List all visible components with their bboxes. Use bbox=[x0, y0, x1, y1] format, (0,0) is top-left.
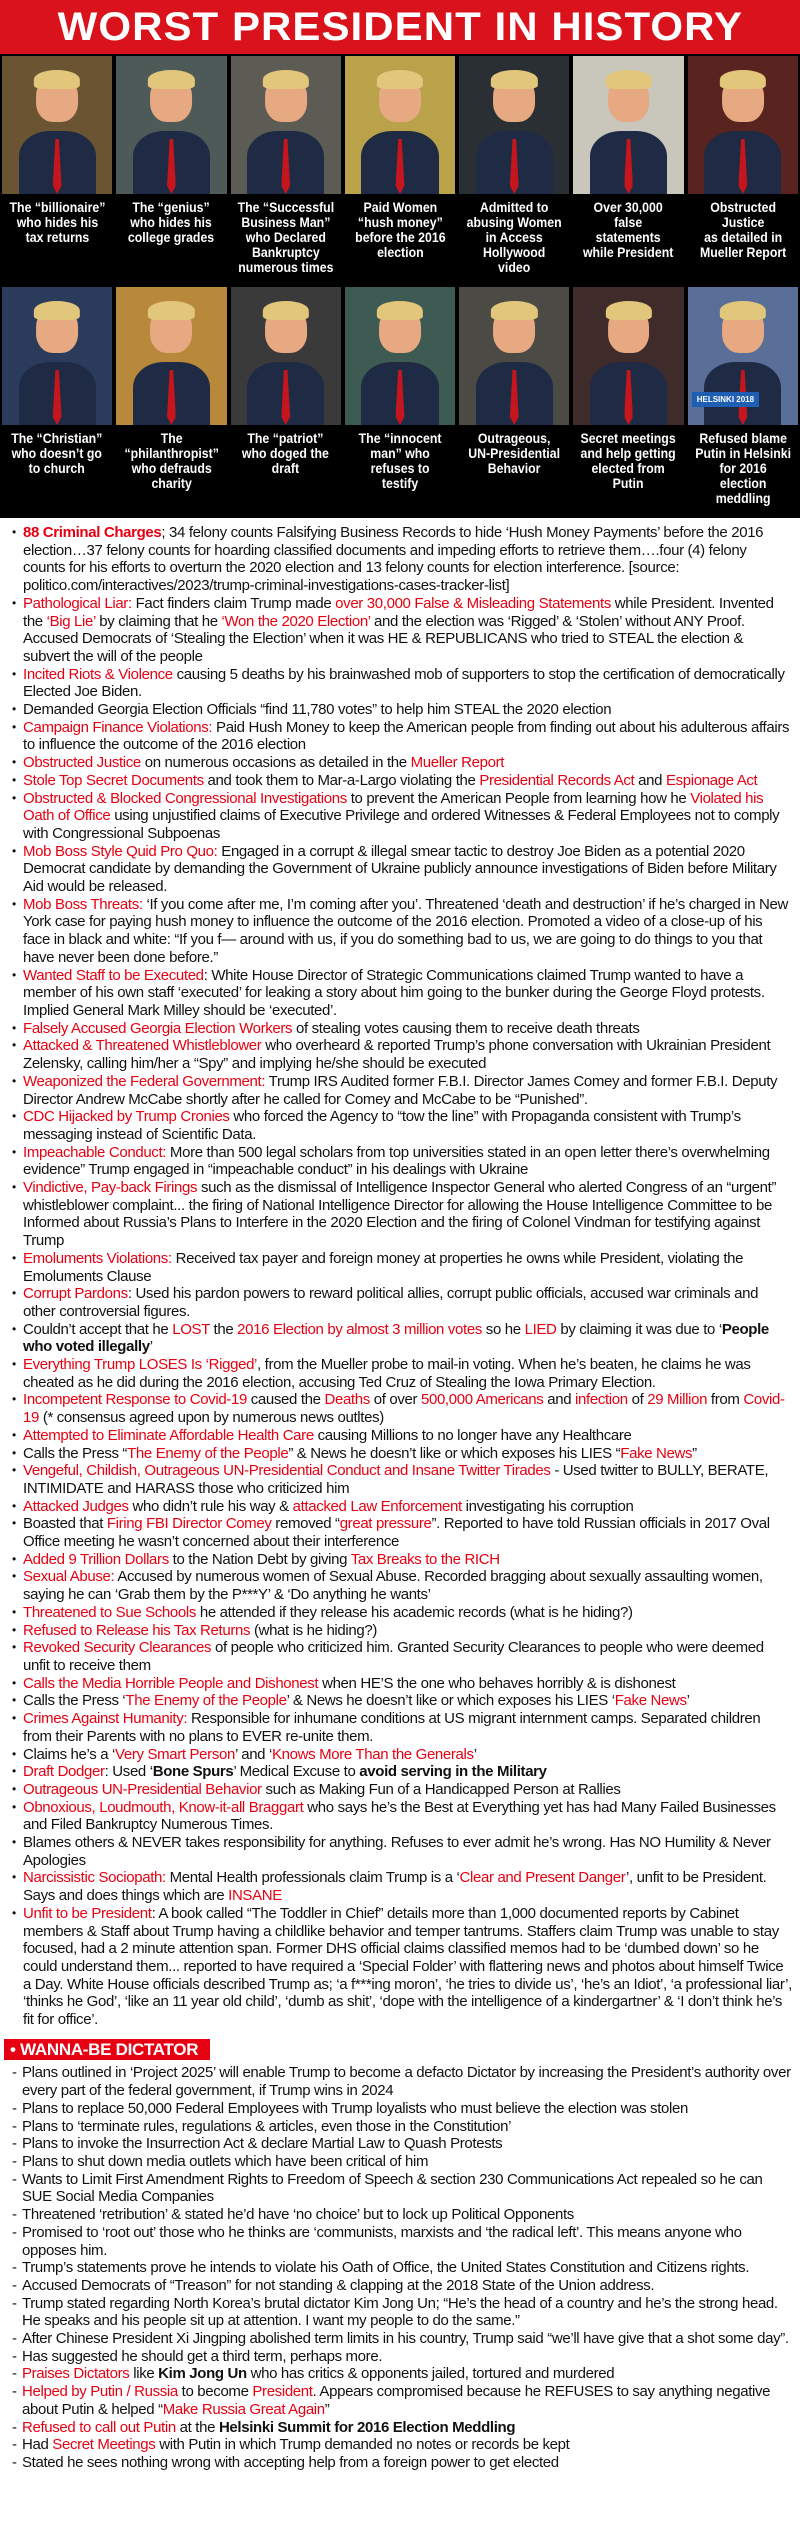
body-text: Trump stated regarding North Korea’s brutal dictator Kim Jong Un; “He’s the head of a country and he’s the strong head. He speaks and his people sit up at attention. I want my people to do the same.” bbox=[22, 2294, 778, 2330]
list-item bbox=[10, 1427, 792, 1445]
bold-text: Bone Spurs bbox=[152, 1763, 234, 1781]
highlight-text: Obnoxious, Loudmouth, Know-it-all Braggart bbox=[23, 1798, 304, 1816]
photo-badge: HELSINKI 2018 bbox=[692, 392, 759, 407]
highlight-text: Incited Riots & Violence bbox=[23, 665, 173, 683]
body-text: - Used twitter to BULLY, BERATE, INTIMIDATE and HARASS those who criticized him bbox=[23, 1462, 769, 1497]
list-item bbox=[10, 1179, 792, 1250]
list-item bbox=[10, 1073, 792, 1108]
body-text: Plans to invoke the Insurrection Act & declare Martial Law to Quash Protests bbox=[22, 2135, 503, 2153]
highlight-text: The Enemy of the People bbox=[127, 1444, 289, 1462]
body-text: Claims he’s a ‘ bbox=[23, 1745, 116, 1763]
arms-crossed-portrait-image bbox=[688, 56, 798, 194]
putin-and-trump-image bbox=[573, 287, 683, 425]
photo-caption: The “billionaire” who hides his tax returns bbox=[9, 199, 106, 245]
highlight-text: ‘Won the 2020 Election’ bbox=[221, 612, 371, 630]
body-text: on numerous occasions as detailed in the bbox=[140, 754, 411, 772]
highlight-text: Mob Boss Threats: bbox=[23, 895, 143, 913]
list-item bbox=[10, 1639, 792, 1674]
helsinki-summit-image bbox=[688, 287, 798, 425]
highlight-text: Emoluments Violations: bbox=[23, 1249, 172, 1267]
list-item bbox=[10, 1568, 792, 1603]
frowning-portrait-image bbox=[573, 56, 683, 194]
body-text: (what is he hiding?) bbox=[250, 1621, 378, 1639]
photo-card bbox=[573, 287, 683, 506]
photo-caption: Admitted to abusing Women in Access Hollywood video bbox=[466, 199, 562, 275]
body-text: who overheard & reported Trump’s phone conversation with Ukrainian President Zelensky, calling him/her a “Spy” and implying he/she should be executed bbox=[23, 1037, 771, 1073]
highlight-text: 2016 Election by almost 3 million votes bbox=[237, 1320, 482, 1338]
highlight-text: Very Smart Person bbox=[115, 1745, 235, 1763]
highlight-text: Unfit to be President bbox=[23, 1904, 152, 1922]
list-item bbox=[10, 967, 792, 1020]
body-text: Had bbox=[22, 2436, 53, 2454]
photo-caption: The “philanthropist” who defrauds charity bbox=[124, 430, 219, 491]
body-text: ’ bbox=[149, 1338, 153, 1356]
highlight-text: Tax Breaks to the RICH bbox=[350, 1550, 500, 1568]
highlight-text: President bbox=[252, 2383, 313, 2401]
arms-crossed-oval-office-image bbox=[345, 287, 455, 425]
list-item bbox=[10, 2454, 792, 2472]
photo-card bbox=[459, 287, 569, 506]
body-text: and took them to Mar-a-Largo violating the bbox=[203, 771, 480, 789]
list-item bbox=[10, 2171, 792, 2206]
list-item bbox=[10, 1869, 792, 1904]
bullet-list bbox=[10, 524, 792, 2029]
highlight-text: 29 Million bbox=[647, 1391, 708, 1409]
body-text: while President. Invented the bbox=[23, 594, 774, 630]
list-item bbox=[10, 1622, 792, 1640]
body-text: causing Millions to no longer have any Healthcare bbox=[313, 1426, 632, 1444]
highlight-text: Refused to Release his Tax Returns bbox=[23, 1621, 251, 1639]
body-text: from bbox=[707, 1391, 744, 1409]
body-text: Calls the Press ‘ bbox=[23, 1692, 126, 1710]
highlight-text: Clear and Present Danger bbox=[459, 1869, 626, 1887]
body-text: to become bbox=[177, 2383, 253, 2401]
highlight-text: 88 Criminal Charges bbox=[23, 524, 162, 541]
body-text: he attended if they release his academic records (what is he hiding?) bbox=[196, 1603, 633, 1621]
photo-caption: Obstructed Justice as detailed in Mueller Report bbox=[699, 199, 786, 260]
highlight-text: Vindictive, Pay-back Firings bbox=[23, 1179, 198, 1197]
list-item bbox=[10, 2383, 792, 2418]
list-item bbox=[10, 2064, 792, 2099]
framed-painting-image bbox=[116, 287, 226, 425]
list-item bbox=[10, 719, 792, 754]
body-text: Threatened ‘retribution’ & stated he’d have ‘no choice’ but to lock up Political Opponents bbox=[22, 2206, 574, 2224]
photo-card bbox=[2, 56, 112, 275]
body-text: using unjustified claims of Executive Privilege and ordered Witnesses & Federal Employees not to comply with Congressional Subpoenas bbox=[23, 807, 780, 842]
figure-hair bbox=[491, 301, 537, 320]
highlight-text: Knows More Than the Generals bbox=[271, 1745, 474, 1763]
highlight-text: Secret Meetings bbox=[52, 2436, 156, 2454]
body-text: Plans to shut down media outlets which have been critical of him bbox=[22, 2152, 429, 2170]
list-item bbox=[10, 595, 792, 666]
highlight-text: Obstructed Justice bbox=[23, 754, 141, 772]
photo-caption: The “genius” who hides his college grades bbox=[128, 199, 215, 245]
figure-hair bbox=[605, 301, 651, 320]
highlight-text: ‘Big Lie’ bbox=[46, 612, 96, 630]
body-text: . Appears compromised because he REFUSES to say anything negative about Putin & helped “ bbox=[22, 2383, 771, 2418]
page-title: WORST PRESIDENT IN HISTORY bbox=[57, 4, 743, 49]
list-item bbox=[10, 1781, 792, 1799]
bus-exit-photo-image bbox=[459, 56, 569, 194]
highlight-text: Sexual Abuse: bbox=[23, 1568, 115, 1586]
highlight-text: Revoked Security Clearances bbox=[23, 1639, 212, 1657]
body-text: Has suggested he should get a third term, perhaps more. bbox=[22, 2347, 383, 2365]
list-item bbox=[10, 524, 792, 595]
highlight-text: Helped by Putin / Russia bbox=[22, 2383, 178, 2401]
highlight-text: Refused to call out Putin bbox=[22, 2418, 176, 2436]
list-item bbox=[10, 1763, 792, 1781]
body-text: and the election was ‘Rigged’ & ‘Stolen’ without ANY Proof. Accused Democrats of ‘Stealing the Election’ when it was HE & REPUBLICANS who tried to STEAL the election & subvert the will of the people bbox=[23, 612, 745, 665]
body-text: who has critics & opponents jailed, tortured and murdered bbox=[246, 2365, 615, 2383]
highlight-text: Weaponized the Federal Government: bbox=[23, 1072, 266, 1090]
photo-card bbox=[345, 287, 455, 506]
highlight-text: Stole Top Secret Documents bbox=[23, 771, 204, 789]
body-text: with Putin in which Trump demanded no notes or records be kept bbox=[155, 2436, 570, 2454]
highlight-text: Corrupt Pardons bbox=[23, 1285, 128, 1303]
photo-card bbox=[459, 56, 569, 275]
list-item bbox=[10, 2419, 792, 2437]
list-item bbox=[10, 1020, 792, 1038]
title-banner bbox=[0, 0, 800, 54]
list-item bbox=[10, 1675, 792, 1693]
body-text: ’ bbox=[686, 1692, 690, 1710]
list-item bbox=[10, 2135, 792, 2153]
list-item bbox=[10, 1445, 792, 1463]
highlight-text: Fake News bbox=[614, 1692, 687, 1710]
highlight-text: LIED bbox=[524, 1320, 557, 1338]
highlight-text: attacked Law Enforcement bbox=[292, 1497, 462, 1515]
photo-card bbox=[231, 56, 341, 275]
list-item bbox=[10, 1321, 792, 1356]
body-text: ” & News he doesn’t like or which exposes his LIES “ bbox=[288, 1444, 621, 1462]
highlight-text: Mob Boss Style Quid Pro Quo: bbox=[23, 842, 218, 860]
list-item bbox=[10, 2365, 792, 2383]
body-text: Mental Health professionals claim Trump is a ‘ bbox=[165, 1869, 460, 1887]
highlight-text: LOST bbox=[172, 1320, 210, 1338]
photo-caption: Refused blame Putin in Helsinki for 2016 election meddling bbox=[694, 430, 791, 506]
holding-bible-image bbox=[2, 287, 112, 425]
list-item bbox=[10, 1285, 792, 1320]
photo-grid bbox=[0, 54, 800, 518]
bold-text: Helsinki Summit for 2016 Election Meddling bbox=[218, 2418, 516, 2436]
body-text: : White House Director of Strategic Communications claimed Trump wanted to have a member of his own staff ‘executed’ for leaking a story about him going to the bunker during the George Floyd protests. Implied General Mark Milley should be ‘executed’. bbox=[23, 966, 765, 1019]
highlight-text: Falsely Accused Georgia Election Workers bbox=[23, 1019, 293, 1037]
body-text: : A book called “The Toddler in Chief” details more than 1,000 documented reports by Cabinet members & Staff about Trump having a childlike behavior and temper tantrums. Staffers claim Trump was unable to stay focused, had a 2 minute attention span. Former DHS official claims classified memos had to be ‘dumbed down’ so he could understand them... reported to have required a ‘Special Folder’ with flattering news and photos about himself Twice a Day. White House officials described Trump as; ‘a f***ing moron’, ‘he tries to divide us’, ‘he’s an Idiot’, ‘a professional liar’, ‘thinks he God’, ‘like an 11 year old child’, ‘dumb as shit’, ‘dope with the intelligence of a kindergartner’ & ‘I don’t think he’s fit for office’. bbox=[23, 1904, 792, 2029]
body-text: ”. Reported to have told Russian officials in 2017 Oval Office meeting he wasn’t concerned about their interference bbox=[23, 1515, 770, 1551]
body-text: to the Nation Debt by giving bbox=[168, 1550, 351, 1568]
trump-with-woman-image bbox=[345, 56, 455, 194]
body-text: Received tax payer and foreign money at properties he owns while President, violating the Emoluments Clause bbox=[23, 1249, 744, 1285]
body-text: ’ and ‘ bbox=[234, 1745, 272, 1763]
body-text: Promised to ‘root out’ those who he thinks are ‘communists, marxists and ‘the radical left’. This means anyone who opposes him. bbox=[22, 2223, 742, 2259]
body-text: to prevent the American People from learning how he bbox=[346, 789, 691, 807]
figure-hair bbox=[263, 301, 309, 320]
highlight-text: INSANE bbox=[228, 1887, 282, 1905]
body-text: and bbox=[543, 1391, 576, 1409]
list-item bbox=[10, 1905, 792, 2029]
body-text: Trump IRS Audited former F.B.I. Director James Comey and former F.B.I. Deputy Director Andrew McCabe shortly after he called for Comey and McCabe to be “Punished”. bbox=[23, 1072, 778, 1108]
highlight-text: Attacked & Threatened Whistleblower bbox=[23, 1037, 262, 1055]
list-item bbox=[10, 1834, 792, 1869]
body-text: ’, unfit to be President. Says and does things which are bbox=[23, 1869, 767, 1905]
photo-caption: The “patriot” who doged the draft bbox=[242, 430, 330, 476]
highlight-text: over 30,000 False & Misleading Statements bbox=[335, 594, 611, 612]
bold-text: avoid serving in the Military bbox=[359, 1763, 547, 1781]
body-text: ‘If you come after me, I’m coming after you’. Threatened ‘death and destruction’ if he’s charged in New York case for paying hush money to influence the outcome of the 2016 election. Promoted a video of a close-up of his face in black and white: “If you f— around with us, if you do something bad to us, we are going to do things to you that have never been done before.” bbox=[23, 895, 789, 966]
highlight-text: Espionage Act bbox=[665, 771, 758, 789]
highlight-text: Mueller Report bbox=[410, 754, 505, 772]
list-item bbox=[10, 1551, 792, 1569]
figure-hair bbox=[377, 70, 423, 89]
highlight-text: Added 9 Trillion Dollars bbox=[23, 1550, 169, 1568]
list-item bbox=[10, 1746, 792, 1764]
section-badge-dictator: • WANNA-BE DICTATOR bbox=[4, 2039, 210, 2061]
body-text: who didn’t rule his way & bbox=[128, 1497, 293, 1515]
list-item bbox=[10, 896, 792, 967]
list-item bbox=[10, 1356, 792, 1391]
body-text: ” bbox=[692, 1444, 697, 1462]
list-item bbox=[10, 772, 792, 790]
highlight-text: infection bbox=[575, 1391, 628, 1409]
body-text: Couldn’t accept that he bbox=[23, 1320, 173, 1338]
body-text: Plans outlined in ‘Project 2025’ will enable Trump to become a defacto Dictator by increasing the President’s authority over every part of the federal government, if Trump wins in 2024 bbox=[22, 2064, 791, 2100]
list-item bbox=[10, 2277, 792, 2295]
highlight-text: Attacked Judges bbox=[23, 1497, 129, 1515]
list-item bbox=[10, 666, 792, 701]
photo-caption: Outrageous, UN-Presidential Behavior bbox=[468, 430, 561, 476]
highlight-text: Make Russia Great Again bbox=[162, 2400, 325, 2418]
body-text: Trump’s statements prove he intends to violate his Oath of Office, the United States Constitution and Citizens rights. bbox=[22, 2259, 750, 2277]
figure-hair bbox=[148, 70, 194, 89]
list-item bbox=[10, 1692, 792, 1710]
list-item bbox=[10, 701, 792, 719]
body-text: ” bbox=[324, 2400, 330, 2418]
photo-caption: Secret meetings and help getting elected from Putin bbox=[580, 430, 677, 491]
list-item bbox=[10, 843, 792, 896]
highlight-text: Narcissistic Sociopath: bbox=[23, 1869, 166, 1887]
photo-caption: The “innocent man” who refuses to testify bbox=[358, 430, 442, 491]
body-text: like bbox=[129, 2365, 159, 2383]
photo-row-2 bbox=[0, 287, 800, 506]
body-text: of people who criticized him. Granted Security Clearances to people who were deemed unfit to receive them bbox=[23, 1639, 764, 1674]
list-item bbox=[10, 790, 792, 843]
body-text: ’ bbox=[473, 1745, 477, 1763]
highlight-text: Violated his Oath of Office bbox=[23, 789, 764, 825]
photo-card bbox=[2, 287, 112, 506]
highlight-text: Crimes Against Humanity: bbox=[23, 1710, 188, 1728]
body-text: Responsible for inhumane conditions at US migrant internment camps. Separated children from their Parents with no plans to EVER re-unite them. bbox=[23, 1710, 761, 1745]
body-text: removed “ bbox=[271, 1515, 340, 1533]
figure-hair bbox=[377, 301, 423, 320]
body-text: such as the dismissal of Intelligence Inspector General who alerted Congress of an “urgent” whistleblower complaint... the firing of National Intelligence Director for allowing the House Intelligence Committee to be Informed about Russia’s Plans to Interfere in the 2020 Election and the firing of Colonel Vindman for testifying against Trump bbox=[23, 1179, 777, 1250]
photo-card bbox=[688, 287, 798, 506]
figure-hair bbox=[34, 70, 80, 89]
body-text: who forced the Agency to “tow the line” with Propaganda consistent with Trump’s messaging instead of Scientific Data. bbox=[23, 1108, 741, 1143]
graduation-portrait-image bbox=[116, 56, 226, 194]
photo-caption: Paid Women “hush money” before the 2016 election bbox=[354, 199, 446, 260]
body-text: by claiming it was due to ‘ bbox=[556, 1320, 722, 1338]
highlight-text: Incompetent Response to Covid-19 bbox=[23, 1391, 247, 1409]
body-text: and bbox=[634, 771, 666, 789]
highlight-text: Outrageous UN-Presidential Behavior bbox=[23, 1780, 262, 1798]
body-text: (* consensus agreed upon by numerous news outltes) bbox=[39, 1409, 384, 1427]
body-text: so he bbox=[481, 1320, 525, 1338]
bold-text: Kim Jong Un bbox=[158, 2365, 247, 2383]
photo-caption: The “Successful Business Man” who Declared Bankruptcy numerous times bbox=[237, 199, 334, 275]
figure-hair bbox=[491, 70, 537, 89]
mocking-face-image bbox=[459, 287, 569, 425]
figure-hair bbox=[720, 301, 766, 320]
list-item bbox=[10, 2436, 792, 2454]
photo-card bbox=[345, 56, 455, 275]
highlight-text: Obstructed & Blocked Congressional Investigations bbox=[23, 789, 347, 807]
list-item bbox=[10, 1462, 792, 1497]
body-text: Calls the Press “ bbox=[23, 1444, 128, 1462]
body-text: ; 34 felony counts Falsifying Business Records to hide ‘Hush Money Payments’ before the 2016 election…37 felony counts for hoarding classified documents and impeding efforts to retrieve them….four (4) felony counts for his efforts to overturn the 2020 election and 13 felony counts for election interference. [source: politico.com/interactives/2023/trump-criminal-investigations-cases-tracker-list] bbox=[23, 524, 764, 595]
figure-hair bbox=[148, 301, 194, 320]
body-text: who says he’s the Best at Everything yet has had Many Failed Businesses and Filed Bankruptcy Numerous Times. bbox=[23, 1798, 776, 1834]
body-text: caused the bbox=[246, 1391, 325, 1409]
highlight-text: CDC Hijacked by Trump Cronies bbox=[23, 1108, 230, 1126]
figure-hair bbox=[34, 301, 80, 320]
body-text: when HE’S the one who behaves horribly & is dishonest bbox=[318, 1674, 676, 1692]
highlight-text: Pathological Liar: bbox=[23, 594, 132, 612]
highlight-text: Threatened to Sue Schools bbox=[23, 1603, 197, 1621]
bold-text: People who voted illegally bbox=[23, 1320, 769, 1356]
highlight-text: Campaign Finance Violations: bbox=[23, 718, 213, 736]
body-text: : Used ‘ bbox=[104, 1763, 153, 1781]
body-text: More than 500 legal scholars from top universities stated in an open letter there’s overwhelming evidence” Trump engaged in “impeachable conduct” in his dealings with Ukraine bbox=[23, 1143, 770, 1179]
highlight-text: The Enemy of the People bbox=[125, 1692, 287, 1710]
body-text: such as Making Fun of a Handicapped Person at Rallies bbox=[261, 1780, 621, 1798]
body-text: Demanded Georgia Election Officials “find 11,780 votes” to help him STEAL the 2020 election bbox=[23, 701, 612, 719]
highlight-text: Draft Dodger bbox=[23, 1763, 105, 1781]
body-text: the bbox=[209, 1320, 238, 1338]
photo-card bbox=[116, 56, 226, 275]
body-text: Wants to Limit First Amendment Rights to Freedom of Speech & section 230 Communications Act repealed so he can SUE Social Media Companies bbox=[22, 2170, 763, 2206]
list-item bbox=[10, 2259, 792, 2277]
highlight-text: Impeachable Conduct: bbox=[23, 1143, 167, 1161]
highlight-text: Praises Dictators bbox=[22, 2365, 130, 2383]
body-text: Paid Hush Money to keep the American people from finding out about his adulterous affairs to influence the outcome of the 2016 election bbox=[23, 718, 790, 754]
body-text: of bbox=[627, 1391, 648, 1409]
highlight-text: Everything Trump LOSES Is ‘Rigged’ bbox=[23, 1356, 258, 1374]
photo-card bbox=[573, 56, 683, 275]
body-text: Accused by numerous women of Sexual Abuse. Recorded bragging about sexually assaulting women, saying he can ‘Grab them by the P***Y’ & ‘Do anything he wants’ bbox=[23, 1568, 763, 1604]
highlight-text: 500,000 Americans bbox=[420, 1391, 544, 1409]
list-item bbox=[10, 2206, 792, 2224]
highlight-text: Calls the Media Horrible People and Dishonest bbox=[23, 1674, 319, 1692]
highlight-text: Vengeful, Childish, Outrageous UN-Presidential Conduct and Insane Twitter Tirades bbox=[23, 1462, 551, 1480]
list-item bbox=[10, 754, 792, 772]
highlight-text: Presidential Records Act bbox=[479, 771, 635, 789]
body-text: ’ Medical Excuse to bbox=[233, 1763, 360, 1781]
figure-hair bbox=[263, 70, 309, 89]
list-item bbox=[10, 1604, 792, 1622]
photo-card bbox=[116, 287, 226, 506]
body-text: Stated he sees nothing wrong with accepting help from a foreign power to get elected bbox=[22, 2453, 559, 2471]
list-item bbox=[10, 1515, 792, 1550]
body-text: Plans to replace 50,000 Federal Employees with Trump loyalists who must believe the election was stolen bbox=[22, 2099, 688, 2117]
list-item bbox=[10, 2100, 792, 2118]
list-item bbox=[10, 2295, 792, 2330]
list-item bbox=[10, 1498, 792, 1516]
body-text: investigating his corruption bbox=[461, 1497, 634, 1515]
accusation-list bbox=[0, 518, 800, 2482]
photo-card bbox=[231, 287, 341, 506]
list-item bbox=[10, 2348, 792, 2366]
list-item bbox=[10, 2153, 792, 2171]
body-text: Boasted that bbox=[23, 1515, 107, 1533]
list-item bbox=[10, 1391, 792, 1426]
figure-hair bbox=[605, 70, 651, 89]
highlight-text: Covid-19 bbox=[23, 1391, 785, 1427]
highlight-text: Wanted Staff to be Executed bbox=[23, 966, 204, 984]
body-text: After Chinese President Xi Jingping abolished term limits in his country, Trump said “we’ll have give that a shot some day”. bbox=[22, 2330, 789, 2348]
body-text: Engaged in a corrupt & illegal smear tactic to destroy Joe Biden as a potential 2020 Democrat candidate by demanding the Government of Ukraine publicly announce investigations of Biden before Military Aid would be released. bbox=[23, 842, 777, 896]
list-item bbox=[10, 1710, 792, 1745]
highlight-text: Attempted to Eliminate Affordable Health Care bbox=[23, 1426, 314, 1444]
list-item bbox=[10, 1250, 792, 1285]
figure-hair bbox=[720, 70, 766, 89]
list-item bbox=[10, 1108, 792, 1143]
highlight-text: Deaths bbox=[324, 1391, 370, 1409]
photo-row-1 bbox=[0, 56, 800, 275]
body-text: ’ & News he doesn’t like or which exposes his LIES ‘ bbox=[286, 1692, 615, 1710]
dictator-list bbox=[10, 2064, 792, 2471]
body-text: causing 5 deaths by his brainwashed mob of supporters to stop the certification of democratically Elected Joe Biden. bbox=[23, 665, 785, 701]
body-text: Blames others & NEVER takes responsibility for anything. Refuses to ever admit he’s wrong. Has NO Humility & Never Apologies bbox=[23, 1834, 771, 1869]
photo-card bbox=[688, 56, 798, 275]
list-item bbox=[10, 2118, 792, 2136]
highlight-text: Firing FBI Director Comey bbox=[106, 1515, 272, 1533]
list-item bbox=[10, 2330, 792, 2348]
body-text: at the bbox=[175, 2418, 219, 2436]
body-text: Accused Democrats of “Treason” for not standing & clapping at the 2018 State of the Union address. bbox=[22, 2276, 655, 2294]
body-text: of stealing votes causing them to receive death threats bbox=[292, 1019, 640, 1037]
photo-caption: Over 30,000 false statements while President bbox=[583, 199, 674, 260]
body-text: , from the Mueller probe to mail-in voting. When he’s beaten, he claims he was cheated as he did during the 2016 election, accusing Ted Cruz of Stealing the Iowa Primary Election. bbox=[23, 1356, 751, 1391]
office-desk-portrait-image bbox=[231, 56, 341, 194]
list-item bbox=[10, 1799, 792, 1834]
list-item bbox=[10, 2224, 792, 2259]
vintage-staff-shirt-image bbox=[231, 287, 341, 425]
body-text: Plans to ‘terminate rules, regulations & articles, even those in the Constitution’ bbox=[22, 2117, 512, 2135]
body-text: of over bbox=[369, 1391, 421, 1409]
body-text: Fact finders claim Trump made bbox=[131, 594, 336, 612]
list-item bbox=[10, 1037, 792, 1072]
highlight-text: great pressure bbox=[339, 1515, 432, 1533]
body-text: by claiming that he bbox=[95, 612, 222, 630]
photo-caption: The “Christian” who doesn’t go to church bbox=[11, 430, 103, 476]
body-text: : Used his pardon powers to reward political allies, corrupt public officials, accused war criminals and other controversial figures. bbox=[23, 1285, 759, 1320]
highlight-text: Fake News bbox=[620, 1444, 693, 1462]
trump-portrait-image bbox=[2, 56, 112, 194]
list-item bbox=[10, 1144, 792, 1179]
